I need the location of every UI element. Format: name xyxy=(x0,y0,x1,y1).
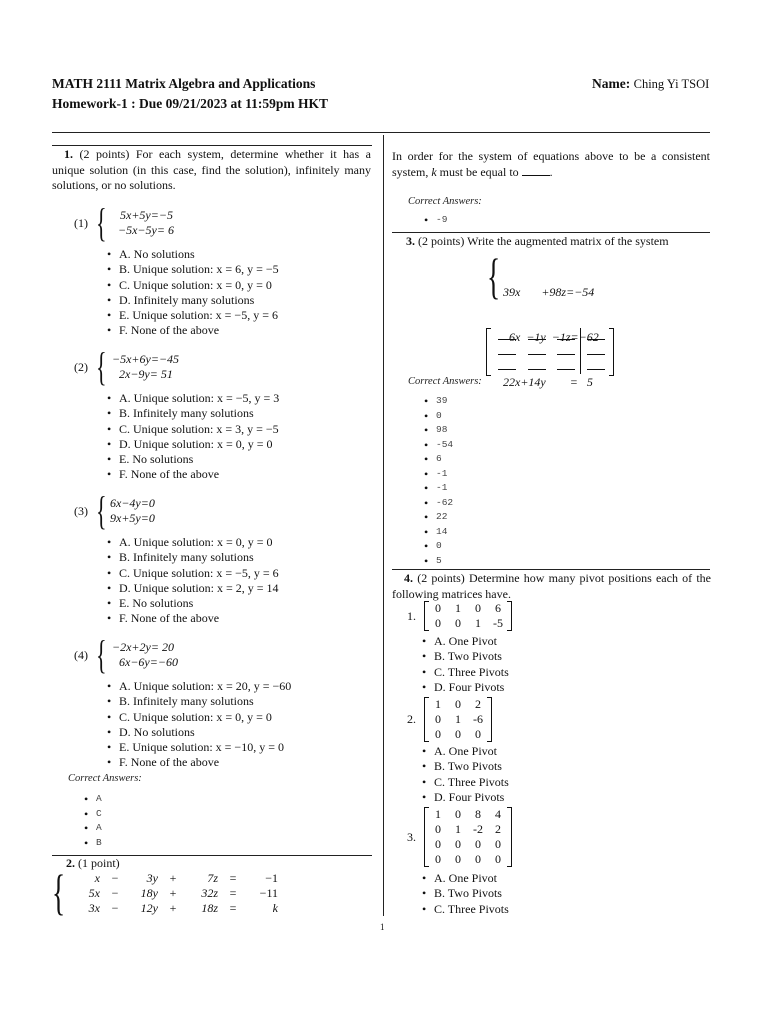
matrix-entry: 0 xyxy=(435,727,441,741)
column-separator xyxy=(383,135,384,916)
matrix-row xyxy=(428,807,508,822)
option[interactable]: • C. Unique solution: x = 3, y = −5 xyxy=(107,422,279,437)
term: −1 xyxy=(265,871,278,885)
answer: • B xyxy=(84,836,102,851)
q4-intro xyxy=(392,571,711,602)
q3-rule xyxy=(392,232,710,233)
homework-title: Homework-1 : Due 09/21/2023 at 11:59pm HKT xyxy=(52,96,328,111)
q2-text: must be equal to xyxy=(439,165,519,179)
operator: = xyxy=(229,886,237,900)
name-label: Name: xyxy=(592,76,631,91)
operator: = xyxy=(229,901,237,915)
matrix-row xyxy=(428,837,508,852)
matrix-row xyxy=(428,697,488,712)
term: −11 xyxy=(259,886,278,900)
operator: = xyxy=(229,871,237,885)
matrix-entry: -2 xyxy=(473,822,483,836)
option[interactable]: • B. Infinitely many solutions xyxy=(107,406,279,421)
q4-intro-text: (2 points) Determine how many pivot positions each of the following matrices have. xyxy=(392,571,712,601)
option[interactable]: • B. Unique solution: x = 6, y = −5 xyxy=(107,262,279,277)
equation: −5x−5y= 6 xyxy=(118,223,174,237)
answer: • -1 xyxy=(424,481,453,496)
matrix-entry: 6 xyxy=(495,601,501,615)
entry-blank[interactable] xyxy=(557,369,575,370)
option[interactable]: • E. No solutions xyxy=(107,596,279,611)
matrix-row xyxy=(428,852,508,867)
answer: • 0 xyxy=(424,409,453,424)
equation: 22x+14y = 5 xyxy=(503,375,593,389)
system-brace: { xyxy=(96,632,107,677)
equation-row xyxy=(72,871,278,886)
matrix-entry: 2 xyxy=(495,822,501,836)
matrix-bracket-right xyxy=(609,328,614,376)
answer: • 5 xyxy=(424,554,453,569)
option[interactable]: • C. Unique solution: x = −5, y = 6 xyxy=(107,566,279,581)
option[interactable]: • C. Unique solution: x = 0, y = 0 xyxy=(107,278,279,293)
q4-rule xyxy=(392,569,710,570)
augment-bar xyxy=(580,328,581,374)
matrix-entry: 0 xyxy=(495,852,501,866)
matrix-entry: 1 xyxy=(435,807,441,821)
q1-part1-label: (1) xyxy=(74,216,88,230)
q3-intro xyxy=(406,234,669,249)
term: 12y xyxy=(140,901,158,915)
answer: • 98 xyxy=(424,423,453,438)
matrix-entry: 1 xyxy=(435,697,441,711)
answer: • 6 xyxy=(424,452,453,467)
q1-number: 1. xyxy=(64,147,73,161)
matrix-entry: 1 xyxy=(455,601,461,615)
option[interactable]: • A. Unique solution: x = 0, y = 0 xyxy=(107,535,279,550)
matrix-entry: 0 xyxy=(435,616,441,630)
matrix-entry: 0 xyxy=(495,837,501,851)
q1-part4-options xyxy=(107,679,291,771)
q4-matrix3-options xyxy=(422,871,509,917)
matrix-row xyxy=(428,601,508,616)
option[interactable]: • C. Unique solution: x = 0, y = 0 xyxy=(107,710,291,725)
augmented-matrix-input[interactable] xyxy=(486,328,614,374)
matrix-entry: 0 xyxy=(455,727,461,741)
q1-part4-system xyxy=(112,640,178,670)
option[interactable]: • A. No solutions xyxy=(107,247,279,262)
term: 5x xyxy=(88,886,100,900)
q3-intro-text: (2 points) Write the augmented matrix of the system xyxy=(418,234,669,248)
q4-matrix2-label: 2. xyxy=(407,712,416,726)
answer: • 0 xyxy=(424,539,453,554)
entry-blank[interactable] xyxy=(587,339,605,340)
equation: −2x+2y= 20 xyxy=(112,640,174,654)
term: 3y xyxy=(146,871,158,885)
q2-points: (1 point) xyxy=(78,856,120,870)
matrix-entry: 0 xyxy=(475,852,481,866)
q1-part2-options xyxy=(107,391,279,483)
q4-matrix1 xyxy=(424,601,512,631)
option[interactable]: • D. Four Pivots xyxy=(422,680,509,695)
option[interactable]: • F. None of the above xyxy=(107,323,279,338)
q4-matrix1-options xyxy=(422,634,509,695)
option[interactable]: • B. Two Pivots xyxy=(422,649,509,664)
matrix-bracket-left xyxy=(486,328,491,376)
matrix-entry: 0 xyxy=(455,807,461,821)
equation: 9x+5y=0 xyxy=(110,511,155,525)
term: 7z xyxy=(207,871,218,885)
option[interactable]: • C. Three Pivots xyxy=(422,775,509,790)
term: k xyxy=(272,901,278,915)
answer: • 14 xyxy=(424,525,453,540)
equation: 39x +98z=−54 xyxy=(503,285,595,299)
matrix-entry: -6 xyxy=(473,712,483,726)
term: 3x xyxy=(88,901,100,915)
option[interactable]: • B. Infinitely many solutions xyxy=(107,694,291,709)
answer: • A xyxy=(84,792,102,807)
q4-matrix3 xyxy=(424,807,512,867)
q1-part3-system xyxy=(110,496,155,526)
option[interactable]: • B. Two Pivots xyxy=(422,759,509,774)
matrix-row xyxy=(428,616,508,631)
equation: 5x+5y=−5 xyxy=(120,208,173,222)
operator: − xyxy=(111,886,119,900)
option[interactable]: • A. Unique solution: x = 20, y = −60 xyxy=(107,679,291,694)
option[interactable]: • C. Three Pivots xyxy=(422,665,509,680)
q2-variable: k xyxy=(431,165,437,179)
answer: • A xyxy=(84,821,102,836)
option[interactable]: • D. No solutions xyxy=(107,725,291,740)
q1-intro xyxy=(52,147,371,194)
option[interactable]: • D. Infinitely many solutions xyxy=(107,293,279,308)
system-brace: { xyxy=(96,200,107,245)
q2-header xyxy=(66,856,120,871)
matrix-entry: 1 xyxy=(455,822,461,836)
matrix-entry: 1 xyxy=(455,712,461,726)
term: 18z xyxy=(201,901,218,915)
q3-answers-label: Correct Answers: xyxy=(408,376,482,387)
option[interactable]: • D. Four Pivots xyxy=(422,790,509,805)
matrix-entry: 0 xyxy=(435,712,441,726)
operator: − xyxy=(111,901,119,915)
q2-answers xyxy=(424,213,447,228)
matrix-entry: 0 xyxy=(435,837,441,851)
operator: + xyxy=(169,871,177,885)
q1-part1-system xyxy=(118,208,174,238)
system-brace: { xyxy=(52,864,66,920)
equation-row xyxy=(72,886,278,901)
entry-blank[interactable] xyxy=(557,339,575,340)
q4-number: 4. xyxy=(404,571,413,585)
page-number: 1 xyxy=(380,922,385,932)
entry-blank[interactable] xyxy=(587,354,605,355)
option[interactable]: • B. Two Pivots xyxy=(422,886,509,901)
option[interactable]: • E. Unique solution: x = −5, y = 6 xyxy=(107,308,279,323)
system-brace: { xyxy=(96,488,107,533)
option[interactable]: • B. Infinitely many solutions xyxy=(107,550,279,565)
option[interactable]: • A. Unique solution: x = −5, y = 3 xyxy=(107,391,279,406)
equation: 6x−4y=0 xyxy=(110,496,155,510)
operator: + xyxy=(169,886,177,900)
matrix-entry: 0 xyxy=(475,837,481,851)
matrix-row xyxy=(428,727,488,742)
operator: + xyxy=(169,901,177,915)
q1-part3-options xyxy=(107,535,279,627)
matrix-entry: 0 xyxy=(475,601,481,615)
option[interactable]: • D. Unique solution: x = 0, y = 0 xyxy=(107,437,279,452)
q4-matrix3-label: 3. xyxy=(407,830,416,844)
course-title: MATH 2111 Matrix Algebra and Applications xyxy=(52,76,316,91)
q2-number: 2. xyxy=(66,856,75,870)
equation-row xyxy=(72,901,278,916)
answer: • C xyxy=(84,807,102,822)
entry-blank[interactable] xyxy=(498,354,516,355)
operator: − xyxy=(111,871,119,885)
matrix-entry: 0 xyxy=(435,852,441,866)
equation: 6x−6y=−60 xyxy=(119,655,178,669)
term: 32z xyxy=(201,886,218,900)
matrix-entry: 0 xyxy=(455,697,461,711)
equation: 2x−9y= 51 xyxy=(119,367,173,381)
matrix-entry: 1 xyxy=(475,616,481,630)
q1-part2-label: (2) xyxy=(74,360,88,374)
q2-system xyxy=(72,871,278,916)
matrix-entry: 0 xyxy=(435,822,441,836)
q1-answers xyxy=(84,792,102,850)
q1-part3-label: (3) xyxy=(74,504,88,518)
option[interactable]: • A. One Pivot xyxy=(422,744,509,759)
entry-blank[interactable] xyxy=(557,354,575,355)
option[interactable]: • F. None of the above xyxy=(107,611,279,626)
q3-number: 3. xyxy=(406,234,415,248)
q1-part2-system xyxy=(112,352,179,382)
option[interactable]: • E. No solutions xyxy=(107,452,279,467)
entry-blank[interactable] xyxy=(528,369,546,370)
header-rule xyxy=(52,132,710,133)
matrix-row xyxy=(428,822,508,837)
matrix-entry: 4 xyxy=(495,807,501,821)
answer: • 22 xyxy=(424,510,453,525)
answer: • 39 xyxy=(424,394,453,409)
option[interactable]: • D. Unique solution: x = 2, y = 14 xyxy=(107,581,279,596)
matrix-entry: 0 xyxy=(475,727,481,741)
name-value: Ching Yi TSOI xyxy=(633,77,710,91)
q1-part4-label: (4) xyxy=(74,648,88,662)
option[interactable]: • E. Unique solution: x = −10, y = 0 xyxy=(107,740,291,755)
answer: • -54 xyxy=(424,438,453,453)
option[interactable]: • F. None of the above xyxy=(107,467,279,482)
student-name xyxy=(592,76,709,92)
option[interactable]: • C. Three Pivots xyxy=(422,902,509,917)
matrix-entry: 0 xyxy=(435,601,441,615)
option[interactable]: • A. One Pivot xyxy=(422,634,509,649)
answer: • -1 xyxy=(424,467,453,482)
entry-blank[interactable] xyxy=(498,339,516,340)
matrix-entry: 0 xyxy=(455,852,461,866)
system-brace: { xyxy=(487,248,501,304)
matrix-entry: 2 xyxy=(475,697,481,711)
answer: • -62 xyxy=(424,496,453,511)
entry-blank[interactable] xyxy=(528,354,546,355)
entry-blank[interactable] xyxy=(587,369,605,370)
matrix-entry: 0 xyxy=(455,837,461,851)
option[interactable]: • A. One Pivot xyxy=(422,871,509,886)
entry-blank[interactable] xyxy=(528,339,546,340)
q1-part1-options xyxy=(107,247,279,339)
q4-matrix2-options xyxy=(422,744,509,805)
q2-answers-label: Correct Answers: xyxy=(408,196,482,207)
q2-text: . xyxy=(549,165,553,179)
q1-intro-text: (2 points) For each system, determine whether it has a unique solution (in this case, find the solution), infinitely many solutions, or no solutions. xyxy=(52,147,371,192)
system-brace: { xyxy=(96,344,107,389)
matrix-entry: 0 xyxy=(455,616,461,630)
answer: • -9 xyxy=(424,213,447,228)
equation: −5x+6y=−45 xyxy=(112,352,180,366)
q3-answers xyxy=(424,394,453,568)
equation: 6x −1y −1z=−62 xyxy=(509,330,599,344)
term: x xyxy=(94,871,100,885)
q4-matrix1-label: 1. xyxy=(407,609,416,623)
q4-matrix2 xyxy=(424,697,492,742)
q2-text: In order for the system of equations above to be a consistent system, xyxy=(392,149,710,179)
q1-answers-label: Correct Answers: xyxy=(68,773,142,784)
matrix-row xyxy=(428,712,488,727)
q1-rule xyxy=(52,145,372,146)
answer-blank[interactable] xyxy=(522,165,550,176)
matrix-entry: -5 xyxy=(493,616,503,630)
q2-continued-text xyxy=(392,148,710,180)
option[interactable]: • F. None of the above xyxy=(107,755,291,770)
matrix-entry: 8 xyxy=(475,807,481,821)
entry-blank[interactable] xyxy=(498,369,516,370)
term: 18y xyxy=(140,886,158,900)
